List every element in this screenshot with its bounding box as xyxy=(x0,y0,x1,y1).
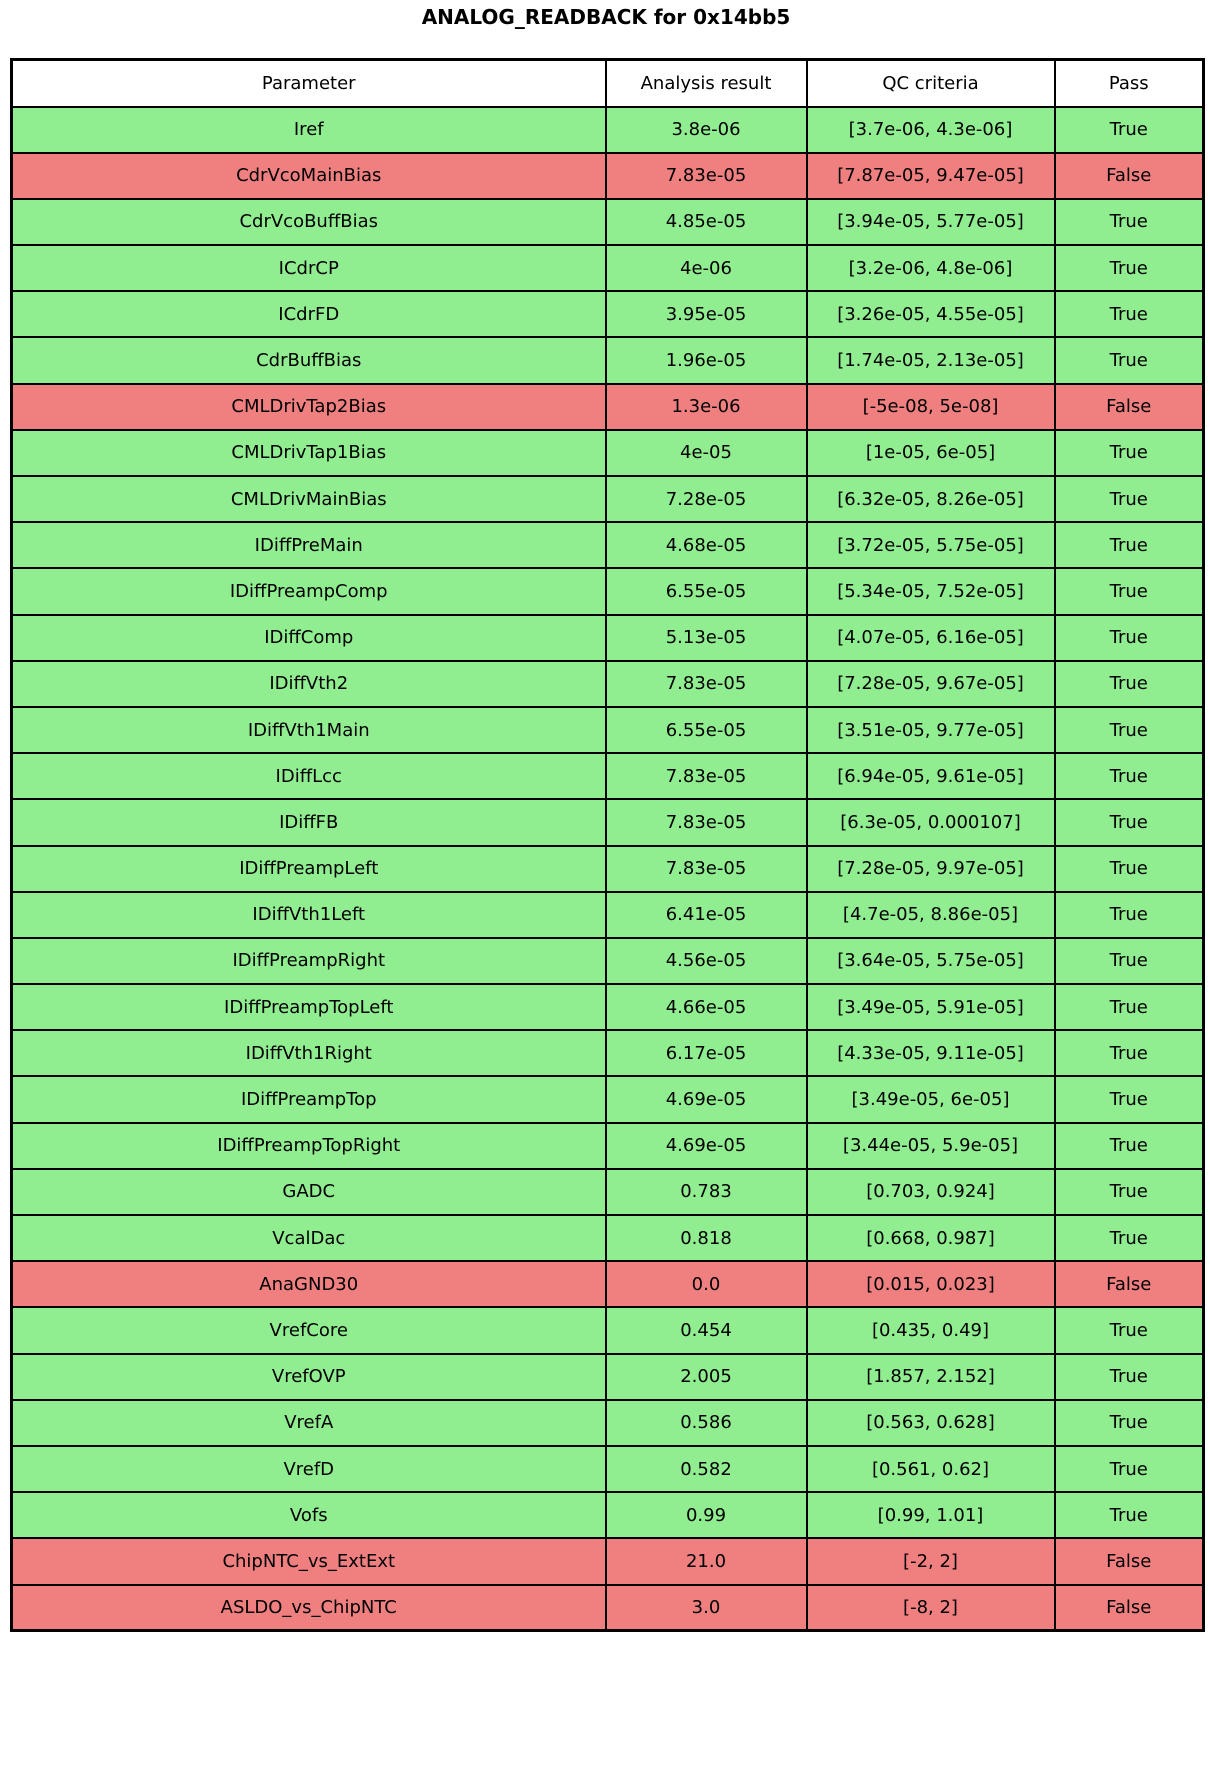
qc-criteria-cell: [3.7e-06, 4.3e-06] xyxy=(807,107,1055,153)
parameter-cell: IDiffPreampTop xyxy=(12,1076,606,1122)
parameter-cell: GADC xyxy=(12,1169,606,1215)
analysis-result-cell: 4.69e-05 xyxy=(606,1076,807,1122)
table-row xyxy=(12,938,1204,984)
parameter-cell: IDiffVth1Left xyxy=(12,892,606,938)
pass-cell: True xyxy=(1055,1123,1204,1169)
parameter-cell: CMLDrivMainBias xyxy=(12,476,606,522)
pass-cell: True xyxy=(1055,1492,1204,1538)
pass-cell: True xyxy=(1055,476,1204,522)
page-title: ANALOG_READBACK for 0x14bb5 xyxy=(421,5,791,29)
analysis-result-cell: 0.586 xyxy=(606,1400,807,1446)
parameter-cell: AnaGND30 xyxy=(12,1261,606,1307)
analysis-result-cell: 7.83e-05 xyxy=(606,799,807,845)
table-row xyxy=(12,199,1204,245)
parameter-cell: IDiffVth1Right xyxy=(12,1030,606,1076)
parameter-cell: IDiffLcc xyxy=(12,753,606,799)
analysis-result-cell: 0.454 xyxy=(606,1307,807,1353)
pass-cell: True xyxy=(1055,615,1204,661)
qc-criteria-cell: [0.99, 1.01] xyxy=(807,1492,1055,1538)
pass-cell: False xyxy=(1055,1585,1204,1631)
table-row xyxy=(12,522,1204,568)
analysis-result-cell: 4e-05 xyxy=(606,430,807,476)
analysis-result-cell: 1.96e-05 xyxy=(606,337,807,383)
table-row xyxy=(12,1446,1204,1492)
analysis-result-cell: 3.95e-05 xyxy=(606,291,807,337)
pass-cell: True xyxy=(1055,1307,1204,1353)
table-row xyxy=(12,1169,1204,1215)
analysis-result-cell: 7.83e-05 xyxy=(606,661,807,707)
parameter-cell: VrefD xyxy=(12,1446,606,1492)
parameter-cell: IDiffPreampTopLeft xyxy=(12,984,606,1030)
qc-criteria-cell: [0.703, 0.924] xyxy=(807,1169,1055,1215)
qc-criteria-cell: [3.49e-05, 6e-05] xyxy=(807,1076,1055,1122)
qc-criteria-cell: [6.32e-05, 8.26e-05] xyxy=(807,476,1055,522)
pass-cell: False xyxy=(1055,1538,1204,1584)
qc-criteria-cell: [4.33e-05, 9.11e-05] xyxy=(807,1030,1055,1076)
qc-criteria-cell: [4.07e-05, 6.16e-05] xyxy=(807,615,1055,661)
table-row xyxy=(12,384,1204,430)
qc-criteria-cell: [0.561, 0.62] xyxy=(807,1446,1055,1492)
parameter-cell: IDiffPreampRight xyxy=(12,938,606,984)
qc-criteria-cell: [1.857, 2.152] xyxy=(807,1354,1055,1400)
qc-criteria-cell: [-8, 2] xyxy=(807,1585,1055,1631)
qc-results-table xyxy=(10,58,1205,1632)
analysis-result-cell: 21.0 xyxy=(606,1538,807,1584)
table-row xyxy=(12,568,1204,614)
parameter-cell: CdrVcoBuffBias xyxy=(12,199,606,245)
qc-criteria-cell: [0.668, 0.987] xyxy=(807,1215,1055,1261)
table-row xyxy=(12,1123,1204,1169)
parameter-cell: Iref xyxy=(12,107,606,153)
analysis-result-cell: 0.99 xyxy=(606,1492,807,1538)
parameter-cell: IDiffPreampComp xyxy=(12,568,606,614)
pass-cell: False xyxy=(1055,1261,1204,1307)
qc-criteria-cell: [-2, 2] xyxy=(807,1538,1055,1584)
analysis-result-cell: 0.582 xyxy=(606,1446,807,1492)
table-row xyxy=(12,1261,1204,1307)
table-row xyxy=(12,430,1204,476)
qc-criteria-cell: [0.015, 0.023] xyxy=(807,1261,1055,1307)
analysis-result-cell: 4.69e-05 xyxy=(606,1123,807,1169)
pass-cell: True xyxy=(1055,753,1204,799)
pass-cell: True xyxy=(1055,291,1204,337)
parameter-cell: ICdrFD xyxy=(12,291,606,337)
table-row xyxy=(12,476,1204,522)
qc-criteria-cell: [4.7e-05, 8.86e-05] xyxy=(807,892,1055,938)
analysis-result-cell: 7.83e-05 xyxy=(606,153,807,199)
qc-criteria-cell: [3.2e-06, 4.8e-06] xyxy=(807,245,1055,291)
table-row xyxy=(12,661,1204,707)
parameter-cell: CMLDrivTap2Bias xyxy=(12,384,606,430)
analysis-result-cell: 4.85e-05 xyxy=(606,199,807,245)
column-header-analysis-result: Analysis result xyxy=(606,60,807,107)
column-header-parameter: Parameter xyxy=(12,60,606,107)
table-row xyxy=(12,1585,1204,1631)
table-row xyxy=(12,291,1204,337)
parameter-cell: ChipNTC_vs_ExtExt xyxy=(12,1538,606,1584)
analysis-result-cell: 4.68e-05 xyxy=(606,522,807,568)
table-row xyxy=(12,846,1204,892)
parameter-cell: ICdrCP xyxy=(12,245,606,291)
qc-criteria-cell: [-5e-08, 5e-08] xyxy=(807,384,1055,430)
parameter-cell: CdrBuffBias xyxy=(12,337,606,383)
qc-criteria-cell: [3.64e-05, 5.75e-05] xyxy=(807,938,1055,984)
table-row xyxy=(12,1215,1204,1261)
table-row xyxy=(12,615,1204,661)
qc-criteria-cell: [1e-05, 6e-05] xyxy=(807,430,1055,476)
analysis-result-cell: 4e-06 xyxy=(606,245,807,291)
qc-criteria-cell: [3.94e-05, 5.77e-05] xyxy=(807,199,1055,245)
analysis-result-cell: 3.0 xyxy=(606,1585,807,1631)
qc-criteria-cell: [6.3e-05, 0.000107] xyxy=(807,799,1055,845)
qc-criteria-cell: [3.44e-05, 5.9e-05] xyxy=(807,1123,1055,1169)
parameter-cell: IDiffPreampLeft xyxy=(12,846,606,892)
parameter-cell: VrefCore xyxy=(12,1307,606,1353)
parameter-cell: IDiffVth1Main xyxy=(12,707,606,753)
pass-cell: True xyxy=(1055,199,1204,245)
pass-cell: True xyxy=(1055,707,1204,753)
table-row xyxy=(12,1492,1204,1538)
pass-cell: True xyxy=(1055,984,1204,1030)
qc-criteria-cell: [3.51e-05, 9.77e-05] xyxy=(807,707,1055,753)
analysis-result-cell: 6.17e-05 xyxy=(606,1030,807,1076)
table-row xyxy=(12,892,1204,938)
qc-criteria-cell: [3.72e-05, 5.75e-05] xyxy=(807,522,1055,568)
table-row xyxy=(12,1354,1204,1400)
parameter-cell: VrefA xyxy=(12,1400,606,1446)
qc-criteria-cell: [7.87e-05, 9.47e-05] xyxy=(807,153,1055,199)
analysis-result-cell: 6.41e-05 xyxy=(606,892,807,938)
parameter-cell: IDiffComp xyxy=(12,615,606,661)
analysis-result-cell: 7.28e-05 xyxy=(606,476,807,522)
qc-criteria-cell: [6.94e-05, 9.61e-05] xyxy=(807,753,1055,799)
qc-criteria-cell: [0.435, 0.49] xyxy=(807,1307,1055,1353)
parameter-cell: ASLDO_vs_ChipNTC xyxy=(12,1585,606,1631)
pass-cell: True xyxy=(1055,107,1204,153)
pass-cell: True xyxy=(1055,245,1204,291)
table-row xyxy=(12,153,1204,199)
analysis-result-cell: 3.8e-06 xyxy=(606,107,807,153)
table-row xyxy=(12,1030,1204,1076)
table-row xyxy=(12,1400,1204,1446)
header-row xyxy=(12,60,1204,107)
analysis-result-cell: 6.55e-05 xyxy=(606,707,807,753)
parameter-cell: VrefOVP xyxy=(12,1354,606,1400)
analysis-result-cell: 7.83e-05 xyxy=(606,846,807,892)
table-row xyxy=(12,107,1204,153)
column-header-qc-criteria: QC criteria xyxy=(807,60,1055,107)
pass-cell: True xyxy=(1055,661,1204,707)
table-row xyxy=(12,753,1204,799)
parameter-cell: IDiffFB xyxy=(12,799,606,845)
pass-cell: True xyxy=(1055,846,1204,892)
pass-cell: False xyxy=(1055,153,1204,199)
pass-cell: True xyxy=(1055,892,1204,938)
pass-cell: True xyxy=(1055,938,1204,984)
pass-cell: False xyxy=(1055,384,1204,430)
pass-cell: True xyxy=(1055,799,1204,845)
pass-cell: True xyxy=(1055,337,1204,383)
pass-cell: True xyxy=(1055,522,1204,568)
pass-cell: True xyxy=(1055,1076,1204,1122)
analysis-result-cell: 5.13e-05 xyxy=(606,615,807,661)
analysis-result-cell: 0.818 xyxy=(606,1215,807,1261)
pass-cell: True xyxy=(1055,1446,1204,1492)
analysis-result-cell: 4.56e-05 xyxy=(606,938,807,984)
parameter-cell: CMLDrivTap1Bias xyxy=(12,430,606,476)
analysis-result-cell: 6.55e-05 xyxy=(606,568,807,614)
table-row xyxy=(12,1076,1204,1122)
table-row xyxy=(12,1538,1204,1584)
qc-criteria-cell: [7.28e-05, 9.97e-05] xyxy=(807,846,1055,892)
parameter-cell: CdrVcoMainBias xyxy=(12,153,606,199)
pass-cell: True xyxy=(1055,1354,1204,1400)
qc-table-body xyxy=(12,107,1204,1631)
parameter-cell: Vofs xyxy=(12,1492,606,1538)
table-row xyxy=(12,984,1204,1030)
analysis-result-cell: 1.3e-06 xyxy=(606,384,807,430)
table-row xyxy=(12,245,1204,291)
parameter-cell: IDiffVth2 xyxy=(12,661,606,707)
table-row xyxy=(12,1307,1204,1353)
qc-criteria-cell: [3.26e-05, 4.55e-05] xyxy=(807,291,1055,337)
column-header-pass: Pass xyxy=(1055,60,1204,107)
pass-cell: True xyxy=(1055,1030,1204,1076)
qc-criteria-cell: [7.28e-05, 9.67e-05] xyxy=(807,661,1055,707)
qc-criteria-cell: [5.34e-05, 7.52e-05] xyxy=(807,568,1055,614)
table-row xyxy=(12,799,1204,845)
pass-cell: True xyxy=(1055,1215,1204,1261)
analysis-result-cell: 7.83e-05 xyxy=(606,753,807,799)
table-header xyxy=(12,60,1204,107)
qc-criteria-cell: [1.74e-05, 2.13e-05] xyxy=(807,337,1055,383)
pass-cell: True xyxy=(1055,1400,1204,1446)
pass-cell: True xyxy=(1055,568,1204,614)
parameter-cell: IDiffPreampTopRight xyxy=(12,1123,606,1169)
table-row xyxy=(12,337,1204,383)
pass-cell: True xyxy=(1055,1169,1204,1215)
table-row xyxy=(12,707,1204,753)
parameter-cell: IDiffPreMain xyxy=(12,522,606,568)
analysis-result-cell: 4.66e-05 xyxy=(606,984,807,1030)
analysis-result-cell: 0.783 xyxy=(606,1169,807,1215)
parameter-cell: VcalDac xyxy=(12,1215,606,1261)
analysis-result-cell: 0.0 xyxy=(606,1261,807,1307)
analysis-result-cell: 2.005 xyxy=(606,1354,807,1400)
qc-criteria-cell: [0.563, 0.628] xyxy=(807,1400,1055,1446)
pass-cell: True xyxy=(1055,430,1204,476)
qc-criteria-cell: [3.49e-05, 5.91e-05] xyxy=(807,984,1055,1030)
